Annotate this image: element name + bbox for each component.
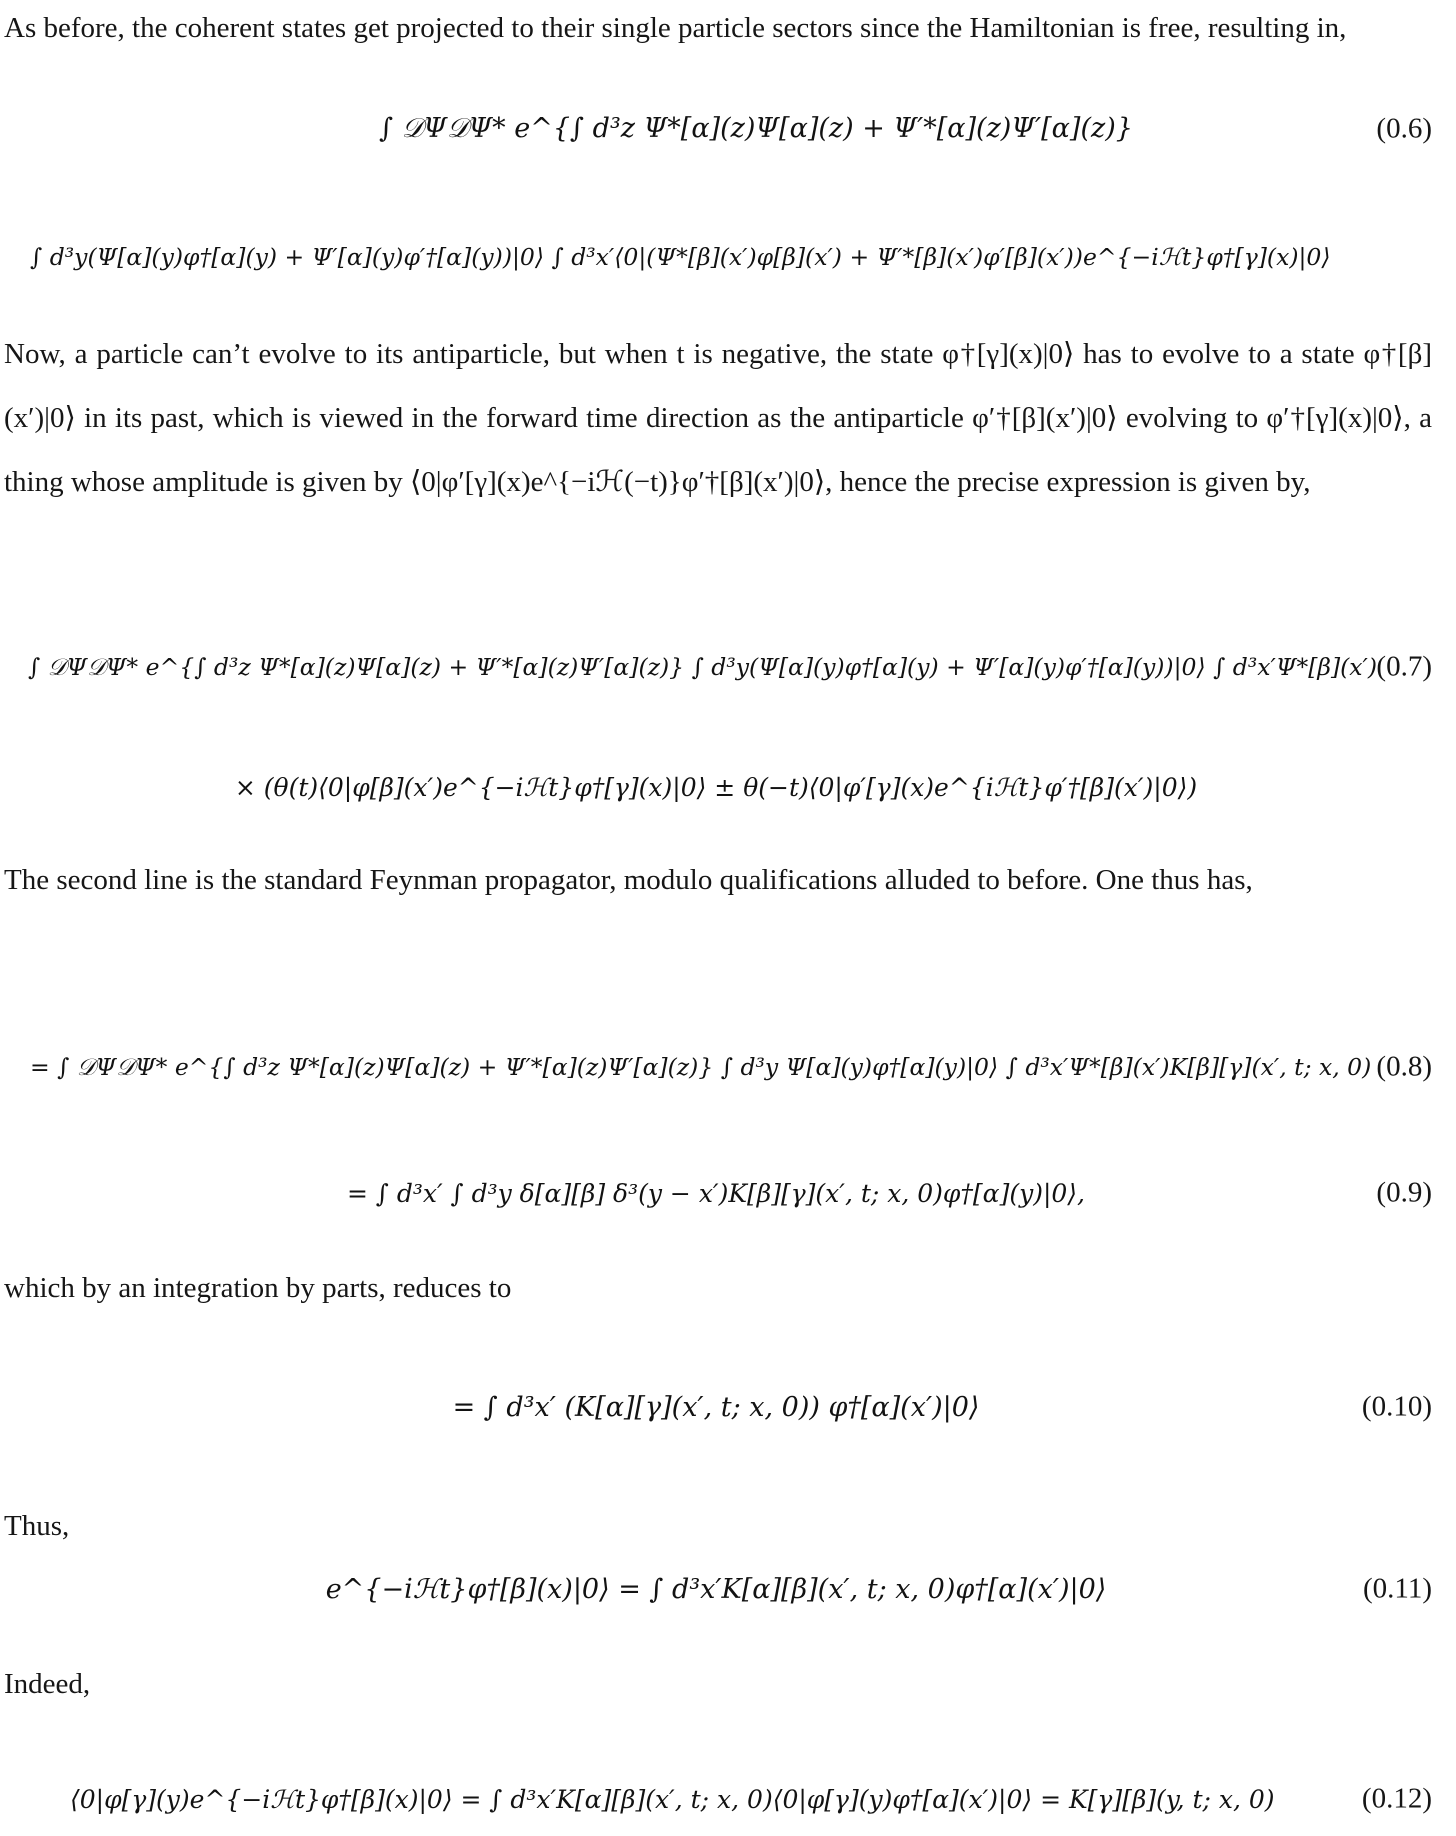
equation-0-6-line1 — [0, 94, 1432, 164]
paragraph-integration — [4, 1256, 1432, 1320]
equation-0-10-text: = ∫ d³x′ (K[α][γ](x′, t; x, 0)) φ†[α](x′)|0⟩ — [452, 1391, 980, 1423]
equation-0-8-text: = ∫ 𝒟Ψ𝒟Ψ* e^{∫ d³z Ψ*[α](z)Ψ[α](z) + Ψ′*[α](z)Ψ′[α](z)} ∫ d³y Ψ[α](y)φ†[α](y)|0⟩ ∫ d³x′Ψ*[β](x′)K[β][γ](x′, t; x, 0) — [30, 1053, 1372, 1081]
paragraph-integration-text: which by an integration by parts, reduces to — [4, 1272, 512, 1304]
paragraph-thus-text: Thus, — [4, 1510, 70, 1542]
paragraph-indeed-text: Indeed, — [4, 1668, 91, 1700]
paragraph-intro — [4, 0, 1432, 60]
equation-0-12-number: (0.12) — [1361, 1782, 1432, 1815]
paragraph-antiparticle-text: Now, a particle can’t evolve to its antiparticle, but when t is negative, the state φ†[γ](x)|0⟩ has to evolve to a state φ†[β](x′)|0⟩ in its past, which is viewed in the forward time direction as the antiparticle φ′†[β](x′)|0⟩ evolving to φ′†[γ](x)|0⟩, a thing whose amplitude is given by ⟨0|φ′[γ](x)e^{−iℋ(−t)}φ′†[β](x′)|0⟩, hence the precise expression is given by, — [4, 338, 1432, 498]
paragraph-intro-text: As before, the coherent states get projected to their single particle sectors since the Hamiltonian is free, resulting in, — [4, 12, 1347, 44]
equation-0-12 — [70, 1764, 1432, 1834]
paragraph-feynman — [4, 848, 1432, 912]
equation-0-7-line2-text: × (θ(t)⟨0|φ[β](x′)e^{−iℋt}φ†[γ](x)|0⟩ ± θ(−t)⟨0|φ′[γ](x)e^{iℋt}φ′†[β](x′)|0⟩) — [234, 772, 1198, 802]
equation-0-7-line2 — [0, 752, 1432, 822]
equation-0-10-number: (0.10) — [1361, 1390, 1432, 1423]
paragraph-antiparticle — [4, 322, 1432, 514]
equation-0-6-line2 — [30, 222, 1432, 292]
equation-0-8 — [30, 1032, 1432, 1102]
equation-0-11 — [0, 1554, 1432, 1624]
equation-0-10 — [0, 1372, 1432, 1442]
equation-0-6-number: (0.6) — [1376, 112, 1432, 145]
paragraph-thus — [4, 1494, 1432, 1558]
paragraph-indeed — [4, 1652, 1432, 1716]
equation-0-9 — [0, 1158, 1432, 1228]
equation-0-9-number: (0.9) — [1376, 1176, 1432, 1209]
equation-0-8-number: (0.8) — [1376, 1050, 1432, 1083]
equation-0-11-number: (0.11) — [1363, 1572, 1432, 1605]
equation-0-9-text: = ∫ d³x′ ∫ d³y δ[α][β] δ³(y − x′)K[β][γ](x′, t; x, 0)φ†[α](y)|0⟩, — [347, 1178, 1085, 1208]
equation-0-12-text: ⟨0|φ[γ](y)e^{−iℋt}φ†[β](x)|0⟩ = ∫ d³x′K[α][β](x′, t; x, 0)⟨0|φ[γ](y)φ†[α](x′)|0⟩ = K[γ][β](y, t; x, 0) — [70, 1784, 1275, 1814]
paragraph-feynman-text: The second line is the standard Feynman propagator, modulo qualifications alluded to before. One thus has, — [4, 864, 1253, 896]
equation-0-11-text: e^{−iℋt}φ†[β](x)|0⟩ = ∫ d³x′K[α][β](x′, t; x, 0)φ†[α](x′)|0⟩ — [325, 1573, 1107, 1605]
equation-0-7-number: (0.7) — [1376, 650, 1432, 683]
equation-0-6-line2-text: ∫ d³y(Ψ[α](y)φ†[α](y) + Ψ′[α](y)φ′†[α](y))|0⟩ ∫ d³x′⟨0|(Ψ*[β](x′)φ[β](x′) + Ψ′*[β](x′)φ′[β](x′))e^{−iℋt}φ†[γ](x)|0⟩ — [30, 243, 1331, 271]
equation-0-7-line1 — [28, 632, 1432, 702]
equation-0-7-line1-text: ∫ 𝒟Ψ𝒟Ψ* e^{∫ d³z Ψ*[α](z)Ψ[α](z) + Ψ′*[α](z)Ψ′[α](z)} ∫ d³y(Ψ[α](y)φ†[α](y) + Ψ′[α](y)φ′†[α](y))|0⟩ ∫ d³x′Ψ*[β](x′) — [28, 653, 1378, 681]
equation-0-6-line1-text: ∫ 𝒟Ψ𝒟Ψ* e^{∫ d³z Ψ*[α](z)Ψ[α](z) + Ψ′*[α](z)Ψ′[α](z)} — [379, 113, 1133, 144]
